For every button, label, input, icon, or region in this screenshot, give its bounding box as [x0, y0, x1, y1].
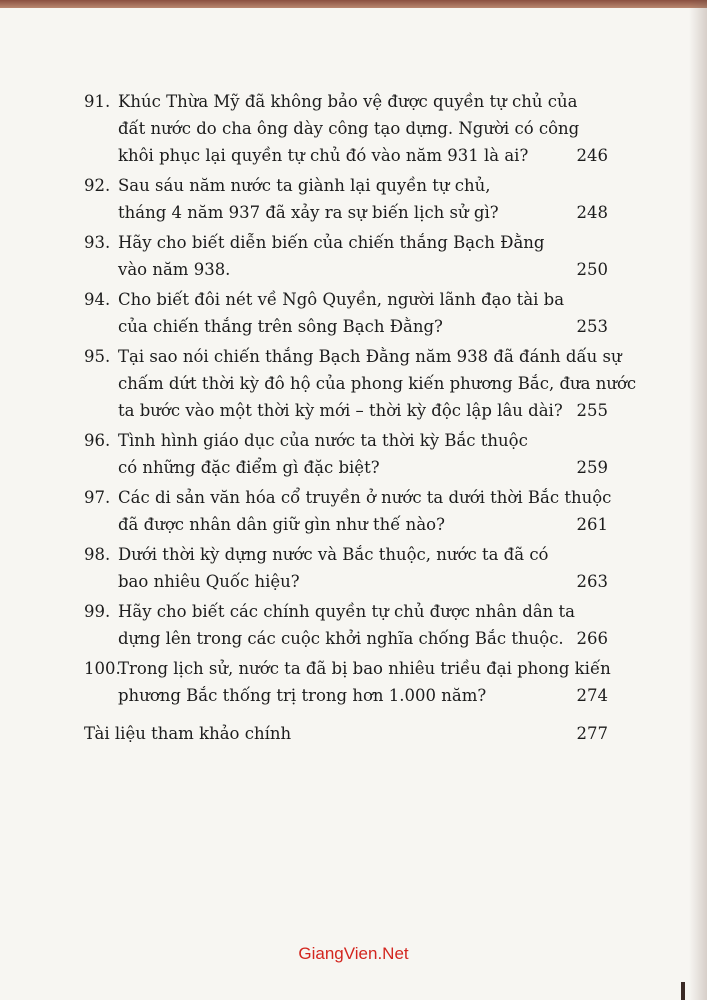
toc-entry-page-number: 250 — [576, 260, 608, 279]
toc-entry-number: 96. — [84, 431, 111, 450]
toc-entry-page-number: 261 — [576, 515, 608, 534]
toc-entry-number: 94. — [84, 290, 111, 309]
toc-entry-page-number: 248 — [576, 203, 608, 222]
toc-entry-text: bao nhiêu Quốc hiệu? — [118, 572, 300, 591]
toc-entry-text: Cho biết đôi nét về Ngô Quyền, người lãnh đạo tài ba — [118, 290, 565, 309]
toc-entry-text: Sau sáu năm nước ta giành lại quyền tự chủ, — [118, 176, 491, 195]
toc-entry-text: đã được nhân dân giữ gìn như thế nào? — [118, 515, 445, 534]
toc-entry-text: có những đặc điểm gì đặc biệt? — [118, 458, 380, 477]
page-bottom-mark — [681, 982, 685, 1000]
toc-entry-line — [84, 484, 612, 511]
toc-entry-text: vào năm 938. — [118, 260, 231, 279]
toc-entry — [84, 286, 608, 340]
toc-entry-text: Tại sao nói chiến thắng Bạch Đằng năm 938 đã đánh dấu sự — [118, 347, 622, 366]
watermark-text: GiangVien.Net — [298, 944, 409, 963]
toc-entry-line — [84, 397, 608, 424]
toc-entry-text: dựng lên trong các cuộc khởi nghĩa chống Bắc thuộc. — [118, 629, 564, 648]
toc-entry-text: khôi phục lại quyền tự chủ đó vào năm 931 là ai? — [118, 146, 529, 165]
toc-entry-line — [84, 598, 608, 625]
toc-entry-text: đất nước do cha ông dày công tạo dựng. Người có công — [118, 119, 580, 138]
toc-entry-page-number: 255 — [576, 401, 608, 420]
toc-entry-line — [84, 541, 608, 568]
toc-entry-text: chấm dứt thời kỳ đô hộ của phong kiến phương Bắc, đưa nước — [118, 374, 637, 393]
toc-entry-page-number: 274 — [576, 686, 608, 705]
references-entry — [84, 720, 608, 747]
toc-entry-text: Các di sản văn hóa cổ truyền ở nước ta dưới thời Bắc thuộc — [118, 488, 612, 507]
toc-entry-line — [84, 568, 608, 595]
toc-entry-text: Hãy cho biết diễn biến của chiến thắng Bạch Đằng — [118, 233, 545, 252]
toc-entry-text: Hãy cho biết các chính quyền tự chủ được nhân dân ta — [118, 602, 575, 621]
toc-entry-text: Dưới thời kỳ dựng nước và Bắc thuộc, nước ta đã có — [118, 545, 549, 564]
toc-entry-page-number: 263 — [576, 572, 608, 591]
toc-entry-line — [84, 370, 637, 397]
toc-entry-line — [84, 511, 608, 538]
toc-entry-number: 100. — [84, 659, 121, 678]
toc-entry — [84, 343, 637, 424]
toc-entry-number: 97. — [84, 488, 111, 507]
toc-entry — [84, 88, 608, 169]
toc-entry-text: Tình hình giáo dục của nước ta thời kỳ Bắc thuộc — [118, 431, 528, 450]
toc-entry-line — [84, 229, 608, 256]
toc-entry-line — [84, 625, 608, 652]
toc-entry-number: 93. — [84, 233, 111, 252]
toc-entry-line — [84, 454, 608, 481]
toc-entry-text: ta bước vào một thời kỳ mới – thời kỳ độc lập lâu dài? — [118, 401, 563, 420]
toc-entry-text: phương Bắc thống trị trong hơn 1.000 năm? — [118, 686, 487, 705]
page-right-shadow — [689, 0, 707, 1000]
toc-entry-text: của chiến thắng trên sông Bạch Đằng? — [118, 317, 443, 336]
toc-entry-text: Khúc Thừa Mỹ đã không bảo vệ được quyền tự chủ của — [118, 92, 578, 111]
toc-entry-line — [84, 172, 608, 199]
toc-entry-page-number: 266 — [576, 629, 608, 648]
toc-entry-line — [84, 427, 608, 454]
toc-entry-page-number: 259 — [576, 458, 608, 477]
toc-entry-text: tháng 4 năm 937 đã xảy ra sự biến lịch sử gì? — [118, 203, 499, 222]
toc-entry-line — [84, 142, 608, 169]
toc-list — [84, 88, 637, 709]
toc-entry — [84, 598, 608, 652]
toc-entry-line — [84, 199, 608, 226]
toc-entry-number: 92. — [84, 176, 111, 195]
toc-entry — [84, 541, 608, 595]
toc-entry — [84, 655, 611, 709]
toc-entry-line — [84, 286, 608, 313]
toc-entry-page-number: 246 — [576, 146, 608, 165]
references-page-number: 277 — [576, 724, 608, 743]
toc-entry-line — [84, 655, 611, 682]
toc-entry-line — [84, 88, 608, 115]
table-of-contents — [84, 88, 637, 747]
toc-entry — [84, 172, 608, 226]
toc-entry — [84, 229, 608, 283]
toc-entry-number: 98. — [84, 545, 111, 564]
toc-entry-line — [84, 343, 622, 370]
toc-entry-text: Trong lịch sử, nước ta đã bị bao nhiêu triều đại phong kiến — [118, 659, 611, 678]
page-top-edge — [0, 0, 707, 8]
toc-entry-number: 95. — [84, 347, 111, 366]
toc-entry-line — [84, 313, 608, 340]
toc-entry-number: 91. — [84, 92, 111, 111]
toc-entry-number: 99. — [84, 602, 111, 621]
references-label: Tài liệu tham khảo chính — [84, 724, 292, 743]
toc-entry — [84, 484, 612, 538]
toc-entry-line — [84, 256, 608, 283]
toc-entry — [84, 427, 608, 481]
toc-entry-line — [84, 115, 608, 142]
toc-entry-line — [84, 682, 608, 709]
toc-entry-page-number: 253 — [576, 317, 608, 336]
